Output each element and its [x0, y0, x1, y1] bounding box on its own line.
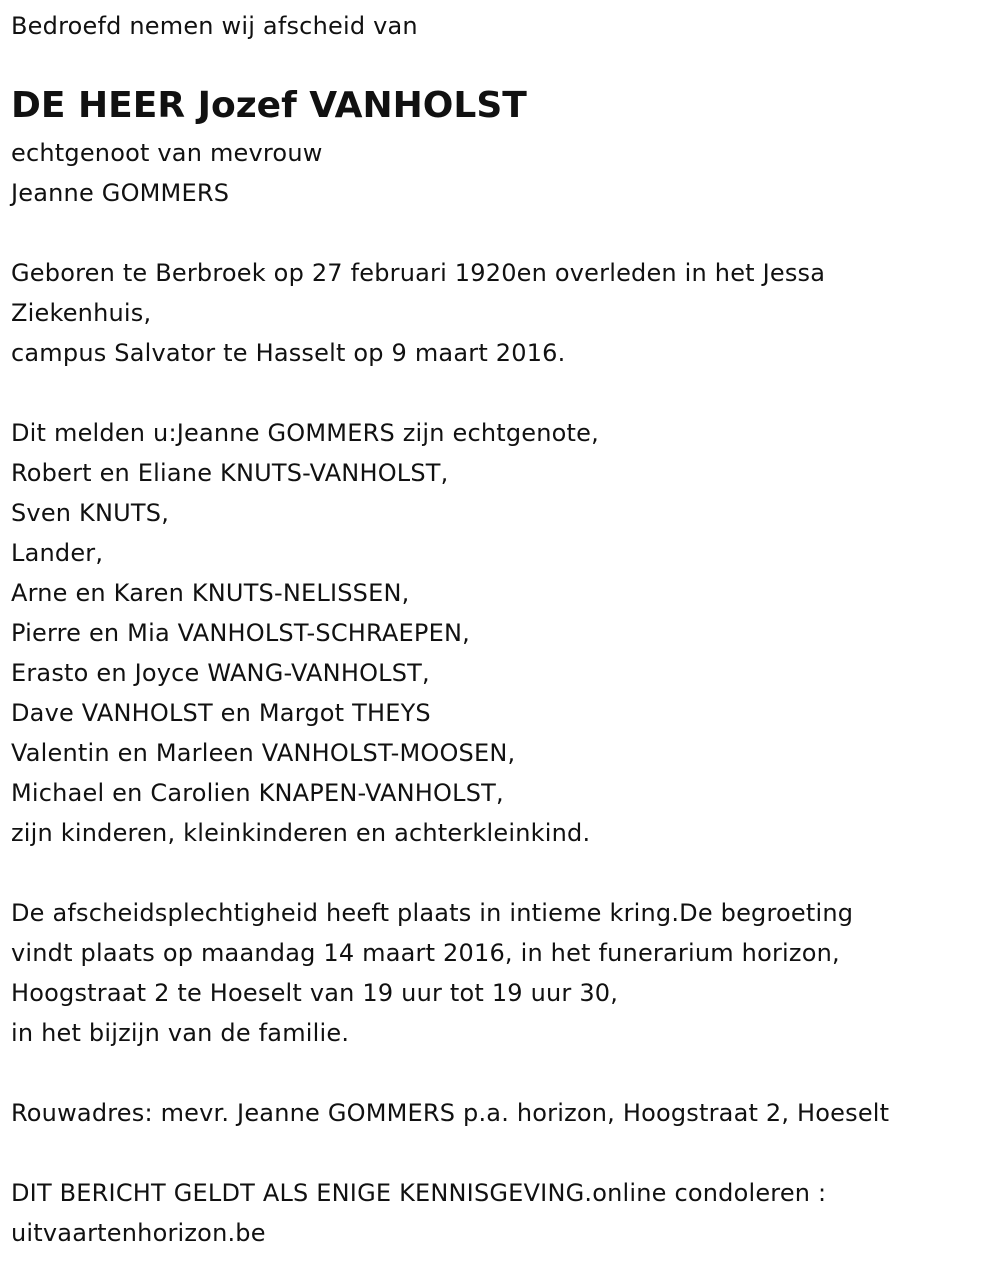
- notice-block: [11, 1173, 826, 1253]
- family-line: Sven KNUTS,: [11, 499, 170, 527]
- condolence-url: uitvaartenhorizon.be: [11, 1219, 266, 1247]
- family-line: Robert en Eliane KNUTS-VANHOLST,: [11, 459, 449, 487]
- spouse-line: echtgenoot van mevrouw: [11, 139, 323, 167]
- family-line: Dave VANHOLST en Margot THEYS: [11, 699, 431, 727]
- family-line: Erasto en Joyce WANG-VANHOLST,: [11, 659, 430, 687]
- ceremony-line: Hoogstraat 2 te Hoeselt van 19 uur tot 19 uur 30,: [11, 979, 619, 1007]
- spouse-block: [11, 133, 323, 213]
- address-block: [11, 1093, 889, 1133]
- family-line: Dit melden u:Jeanne GOMMERS zijn echtgenote,: [11, 419, 599, 447]
- ceremony-line: De afscheidsplechtigheid heeft plaats in intieme kring.De begroeting: [11, 899, 854, 927]
- birth-death-line: campus Salvator te Hasselt op 9 maart 2016.: [11, 339, 566, 367]
- family-line: Michael en Carolien KNAPEN-VANHOLST,: [11, 779, 504, 807]
- ceremony-line: in het bijzijn van de familie.: [11, 1019, 350, 1047]
- family-block: [11, 413, 599, 853]
- intro-line: Bedroefd nemen wij afscheid van: [11, 12, 418, 40]
- mourning-address: Rouwadres: mevr. Jeanne GOMMERS p.a. horizon, Hoogstraat 2, Hoeselt: [11, 1099, 890, 1127]
- family-line: Arne en Karen KNUTS-NELISSEN,: [11, 579, 410, 607]
- ceremony-line: vindt plaats op maandag 14 maart 2016, in het funerarium horizon,: [11, 939, 840, 967]
- notice-line: DIT BERICHT GELDT ALS ENIGE KENNISGEVING.online condoleren :: [11, 1179, 827, 1207]
- birth-death-block: [11, 253, 825, 373]
- deceased-name: DE HEER Jozef VANHOLST: [11, 85, 527, 126]
- birth-death-line: Ziekenhuis,: [11, 299, 152, 327]
- family-line: zijn kinderen, kleinkinderen en achterkleinkind.: [11, 819, 591, 847]
- family-line: Valentin en Marleen VANHOLST-MOOSEN,: [11, 739, 516, 767]
- family-line: Pierre en Mia VANHOLST-SCHRAEPEN,: [11, 619, 470, 647]
- birth-death-line: Geboren te Berbroek op 27 februari 1920en overleden in het Jessa: [11, 259, 826, 287]
- family-line: Lander,: [11, 539, 104, 567]
- spouse-line: Jeanne GOMMERS: [11, 179, 230, 207]
- ceremony-block: [11, 893, 853, 1053]
